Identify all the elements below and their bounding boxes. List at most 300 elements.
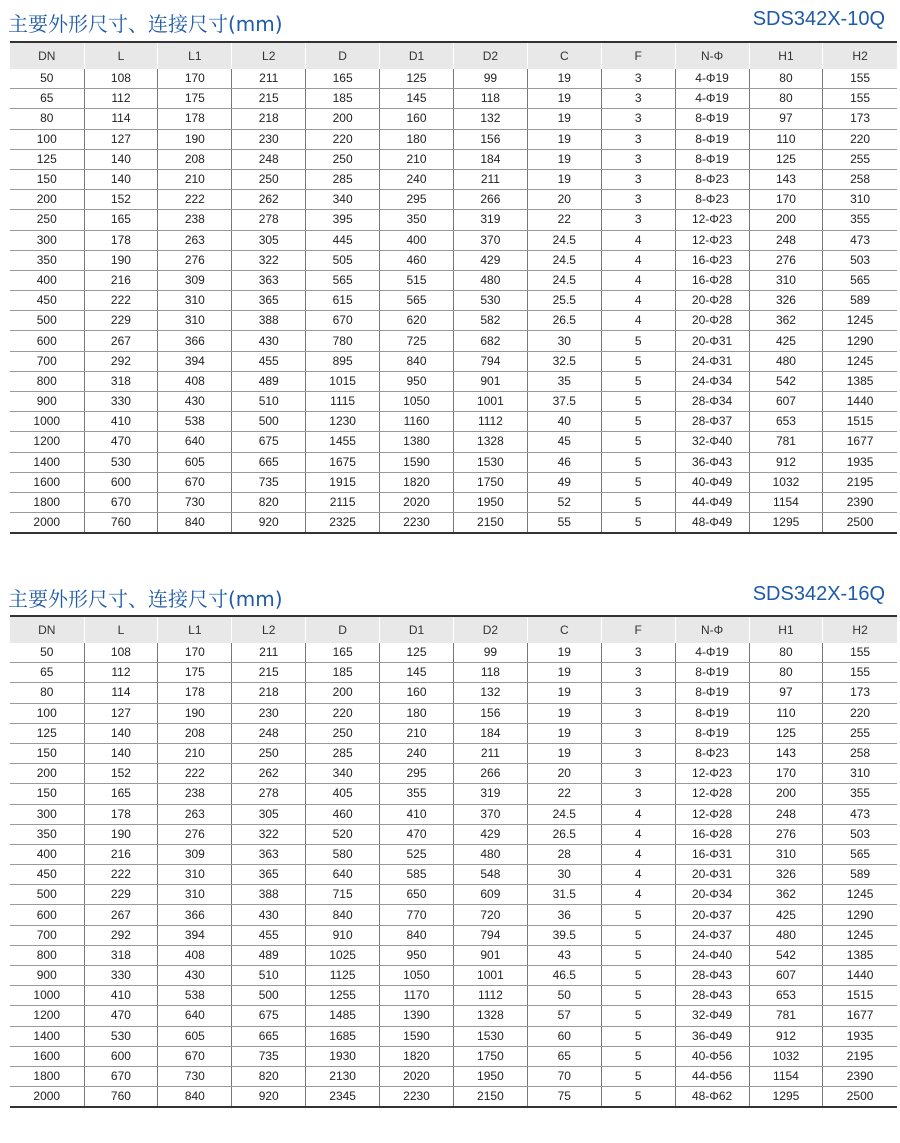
table-cell: 250 (232, 743, 306, 763)
table-cell: 24.5 (527, 270, 601, 290)
table-cell: 250 (10, 210, 84, 230)
table-cell: 99 (453, 643, 527, 663)
table-row (10, 683, 897, 703)
table-cell: 1290 (823, 905, 897, 925)
table-cell: 2150 (453, 1087, 527, 1108)
table-cell: 395 (306, 210, 380, 230)
table-cell: 410 (84, 986, 158, 1006)
table-cell: 46 (527, 452, 601, 472)
table-cell: 400 (10, 270, 84, 290)
table-cell: 653 (749, 986, 823, 1006)
table-cell: 1515 (823, 986, 897, 1006)
table-cell: 2115 (306, 492, 380, 512)
table-cell: 140 (84, 169, 158, 189)
table-cell: 1125 (306, 966, 380, 986)
table-cell: 2390 (823, 492, 897, 512)
table-cell: 318 (84, 945, 158, 965)
column-header: H1 (749, 42, 823, 69)
table-cell: 3 (601, 69, 675, 89)
table-cell: 1677 (823, 1006, 897, 1026)
table-cell: 340 (306, 764, 380, 784)
table-cell: 118 (453, 663, 527, 683)
table-cell: 276 (749, 824, 823, 844)
table-cell: 44-Φ49 (675, 492, 749, 512)
table-cell: 1590 (380, 452, 454, 472)
table-cell: 215 (232, 663, 306, 683)
table-cell: 430 (232, 331, 306, 351)
table-cell: 1001 (453, 392, 527, 412)
table-cell: 278 (232, 210, 306, 230)
section-title: 主要外形尺寸、连接尺寸(mm) (8, 587, 283, 611)
table-cell: 30 (527, 331, 601, 351)
table-cell: 125 (749, 149, 823, 169)
table-cell: 480 (453, 270, 527, 290)
table-cell: 4-Φ19 (675, 643, 749, 663)
table-cell: 310 (823, 764, 897, 784)
table-cell: 1750 (453, 1046, 527, 1066)
table-cell: 24-Φ34 (675, 371, 749, 391)
table-cell: 5 (601, 492, 675, 512)
table-cell: 394 (158, 925, 232, 945)
table-cell: 5 (601, 986, 675, 1006)
table-cell: 97 (749, 109, 823, 129)
table-cell: 8-Φ23 (675, 743, 749, 763)
table-cell: 473 (823, 804, 897, 824)
table-cell: 2500 (823, 1087, 897, 1108)
table-cell: 1295 (749, 1087, 823, 1108)
table-cell: 210 (380, 149, 454, 169)
table-cell: 538 (158, 412, 232, 432)
table-row (10, 513, 897, 534)
table-cell: 538 (158, 986, 232, 1006)
column-header: L (84, 616, 158, 643)
table-row (10, 291, 897, 311)
table-cell: 429 (453, 824, 527, 844)
table-cell: 200 (306, 683, 380, 703)
table-cell: 735 (232, 1046, 306, 1066)
table-cell: 730 (158, 492, 232, 512)
table-cell: 365 (232, 865, 306, 885)
table-cell: 49 (527, 472, 601, 492)
table-cell: 310 (158, 865, 232, 885)
table-cell: 1820 (380, 1046, 454, 1066)
table-cell: 210 (158, 169, 232, 189)
table-cell: 255 (823, 723, 897, 743)
table-cell: 220 (306, 703, 380, 723)
table-cell: 500 (10, 311, 84, 331)
table-cell: 460 (306, 804, 380, 824)
table-cell: 220 (823, 129, 897, 149)
table-cell: 276 (158, 250, 232, 270)
table-cell: 190 (84, 250, 158, 270)
table-cell: 5 (601, 351, 675, 371)
table-cell: 770 (380, 905, 454, 925)
table-cell: 500 (232, 986, 306, 1006)
table-cell: 530 (84, 1026, 158, 1046)
table-cell: 24-Φ31 (675, 351, 749, 371)
table-cell: 215 (232, 89, 306, 109)
table-cell: 150 (10, 743, 84, 763)
table-cell: 178 (84, 230, 158, 250)
table-cell: 295 (380, 190, 454, 210)
table-cell: 19 (527, 683, 601, 703)
table-row (10, 190, 897, 210)
table-cell: 607 (749, 392, 823, 412)
table-cell: 266 (453, 190, 527, 210)
table-cell: 292 (84, 925, 158, 945)
table-cell: 220 (306, 129, 380, 149)
table-cell: 950 (380, 371, 454, 391)
table-cell: 840 (306, 905, 380, 925)
table-cell: 1515 (823, 412, 897, 432)
table-cell: 800 (10, 945, 84, 965)
table-cell: 19 (527, 169, 601, 189)
table-cell: 1001 (453, 966, 527, 986)
table-cell: 670 (158, 1046, 232, 1066)
table-cell: 276 (749, 250, 823, 270)
table-cell: 1750 (453, 472, 527, 492)
table-cell: 310 (158, 885, 232, 905)
table-cell: 108 (84, 69, 158, 89)
table-cell: 12-Φ23 (675, 230, 749, 250)
table-cell: 1000 (10, 412, 84, 432)
table-cell: 900 (10, 966, 84, 986)
table-row (10, 804, 897, 824)
table-row (10, 966, 897, 986)
table-cell: 125 (380, 69, 454, 89)
table-cell: 229 (84, 311, 158, 331)
table-cell: 160 (380, 109, 454, 129)
table-cell: 230 (232, 703, 306, 723)
table-cell: 3 (601, 703, 675, 723)
table-cell: 52 (527, 492, 601, 512)
table-cell: 1328 (453, 432, 527, 452)
table-cell: 220 (823, 703, 897, 723)
table-cell: 143 (749, 169, 823, 189)
table-cell: 40-Φ56 (675, 1046, 749, 1066)
table-cell: 4 (601, 885, 675, 905)
column-header: DN (10, 42, 84, 69)
table-cell: 70 (527, 1066, 601, 1086)
table-cell: 489 (232, 371, 306, 391)
table-cell: 37.5 (527, 392, 601, 412)
table-cell: 309 (158, 270, 232, 290)
table-cell: 1245 (823, 311, 897, 331)
table-cell: 36-Φ43 (675, 452, 749, 472)
table-cell: 2500 (823, 513, 897, 534)
table-cell: 480 (749, 925, 823, 945)
table-cell: 50 (527, 986, 601, 1006)
table-cell: 515 (380, 270, 454, 290)
table-cell: 262 (232, 764, 306, 784)
table-cell: 565 (306, 270, 380, 290)
table-cell: 394 (158, 351, 232, 371)
table-cell: 5 (601, 371, 675, 391)
table-cell: 19 (527, 643, 601, 663)
table-cell: 350 (10, 250, 84, 270)
table-cell: 3 (601, 89, 675, 109)
table-cell: 362 (749, 311, 823, 331)
table-cell: 665 (232, 452, 306, 472)
table-cell: 50 (10, 643, 84, 663)
spec-section-10q (10, 8, 887, 534)
table-cell: 1385 (823, 371, 897, 391)
table-cell: 80 (749, 663, 823, 683)
table-cell: 1675 (306, 452, 380, 472)
table-cell: 57 (527, 1006, 601, 1026)
table-cell: 366 (158, 331, 232, 351)
table-cell: 840 (158, 1087, 232, 1108)
table-cell: 430 (232, 905, 306, 925)
table-cell: 24.5 (527, 250, 601, 270)
table-cell: 108 (84, 643, 158, 663)
table-cell: 640 (306, 865, 380, 885)
table-cell: 211 (232, 643, 306, 663)
table-cell: 19 (527, 663, 601, 683)
table-cell: 548 (453, 865, 527, 885)
column-header: D2 (453, 616, 527, 643)
table-cell: 520 (306, 824, 380, 844)
table-cell: 355 (823, 784, 897, 804)
table-cell: 340 (306, 190, 380, 210)
table-cell: 145 (380, 663, 454, 683)
column-header: L1 (158, 42, 232, 69)
table-cell: 620 (380, 311, 454, 331)
table-cell: 1820 (380, 472, 454, 492)
table-cell: 665 (232, 1026, 306, 1046)
table-cell: 28-Φ43 (675, 966, 749, 986)
column-header: H2 (823, 616, 897, 643)
table-row (10, 703, 897, 723)
table-cell: 4 (601, 311, 675, 331)
table-cell: 1032 (749, 472, 823, 492)
table-row (10, 89, 897, 109)
table-cell: 267 (84, 331, 158, 351)
column-header: F (601, 616, 675, 643)
table-cell: 5 (601, 472, 675, 492)
table-cell: 4-Φ19 (675, 89, 749, 109)
table-cell: 920 (232, 513, 306, 534)
table-cell: 100 (10, 129, 84, 149)
table-cell: 1154 (749, 1066, 823, 1086)
table-cell: 470 (84, 432, 158, 452)
table-cell: 605 (158, 452, 232, 472)
table-cell: 152 (84, 764, 158, 784)
table-cell: 210 (158, 743, 232, 763)
table-cell: 760 (84, 1087, 158, 1108)
table-cell: 75 (527, 1087, 601, 1108)
table-cell: 19 (527, 89, 601, 109)
table-cell: 607 (749, 966, 823, 986)
table-cell: 19 (527, 109, 601, 129)
table-cell: 267 (84, 905, 158, 925)
table-cell: 500 (10, 885, 84, 905)
column-header: C (527, 616, 601, 643)
model-number: SDS342X-16Q (752, 583, 885, 605)
table-row (10, 270, 897, 290)
table-cell: 28-Φ34 (675, 392, 749, 412)
table-cell: 155 (823, 69, 897, 89)
table-cell: 3 (601, 149, 675, 169)
table-cell: 8-Φ23 (675, 190, 749, 210)
table-cell: 1600 (10, 1046, 84, 1066)
table-cell: 110 (749, 129, 823, 149)
table-cell: 700 (10, 351, 84, 371)
table-cell: 2230 (380, 513, 454, 534)
table-cell: 920 (232, 1087, 306, 1108)
table-row (10, 311, 897, 331)
table-cell: 208 (158, 723, 232, 743)
table-cell: 542 (749, 945, 823, 965)
table-cell: 319 (453, 784, 527, 804)
table-cell: 565 (380, 291, 454, 311)
table-cell: 210 (380, 723, 454, 743)
table-row (10, 392, 897, 412)
table-cell: 350 (10, 824, 84, 844)
table-cell: 500 (232, 412, 306, 432)
table-cell: 3 (601, 784, 675, 804)
table-cell: 322 (232, 824, 306, 844)
table-cell: 80 (749, 89, 823, 109)
table-cell: 1400 (10, 452, 84, 472)
table-cell: 200 (749, 210, 823, 230)
table-cell: 19 (527, 129, 601, 149)
table-cell: 901 (453, 945, 527, 965)
table-cell: 26.5 (527, 824, 601, 844)
table-cell: 258 (823, 743, 897, 763)
table-cell: 173 (823, 109, 897, 129)
table-cell: 292 (84, 351, 158, 371)
table-cell: 165 (84, 210, 158, 230)
table-row (10, 1066, 897, 1086)
table-cell: 216 (84, 844, 158, 864)
table-cell: 127 (84, 129, 158, 149)
table-cell: 19 (527, 743, 601, 763)
table-cell: 450 (10, 865, 84, 885)
table-cell: 565 (823, 270, 897, 290)
table-row (10, 452, 897, 472)
table-cell: 1032 (749, 1046, 823, 1066)
table-cell: 165 (306, 643, 380, 663)
table-cell: 218 (232, 683, 306, 703)
table-cell: 300 (10, 230, 84, 250)
table-cell: 2000 (10, 513, 84, 534)
table-cell: 248 (232, 723, 306, 743)
table-row (10, 69, 897, 89)
table-cell: 5 (601, 905, 675, 925)
table-cell: 250 (306, 723, 380, 743)
table-cell: 60 (527, 1026, 601, 1046)
table-cell: 26.5 (527, 311, 601, 331)
table-cell: 820 (232, 1066, 306, 1086)
table-cell: 950 (380, 945, 454, 965)
table-cell: 330 (84, 392, 158, 412)
table-cell: 125 (10, 149, 84, 169)
table-cell: 700 (10, 925, 84, 945)
table-cell: 310 (158, 311, 232, 331)
table-cell: 3 (601, 764, 675, 784)
table-cell: 388 (232, 311, 306, 331)
table-cell: 653 (749, 412, 823, 432)
table-cell: 5 (601, 452, 675, 472)
table-cell: 781 (749, 432, 823, 452)
table-cell: 240 (380, 743, 454, 763)
table-cell: 20-Φ31 (675, 865, 749, 885)
table-row (10, 784, 897, 804)
table-cell: 190 (158, 703, 232, 723)
table-cell: 222 (158, 764, 232, 784)
table-cell: 46.5 (527, 966, 601, 986)
table-row (10, 986, 897, 1006)
table-cell: 36-Φ49 (675, 1026, 749, 1046)
table-cell: 44-Φ56 (675, 1066, 749, 1086)
table-row (10, 1087, 897, 1108)
table-cell: 1485 (306, 1006, 380, 1026)
table-cell: 184 (453, 723, 527, 743)
table-cell: 112 (84, 89, 158, 109)
table-cell: 1255 (306, 986, 380, 1006)
column-header: D1 (380, 616, 454, 643)
table-cell: 43 (527, 945, 601, 965)
table-cell: 20-Φ28 (675, 291, 749, 311)
table-cell: 1930 (306, 1046, 380, 1066)
table-cell: 530 (453, 291, 527, 311)
table-row (10, 129, 897, 149)
table-cell: 585 (380, 865, 454, 885)
table-cell: 840 (158, 513, 232, 534)
table-cell: 48-Φ49 (675, 513, 749, 534)
table-cell: 8-Φ19 (675, 683, 749, 703)
table-cell: 8-Φ19 (675, 109, 749, 129)
table-cell: 675 (232, 1006, 306, 1026)
column-header: L2 (232, 616, 306, 643)
table-cell: 1590 (380, 1026, 454, 1046)
table-cell: 1950 (453, 1066, 527, 1086)
table-cell: 310 (749, 270, 823, 290)
model-number: SDS342X-10Q (752, 8, 885, 30)
table-cell: 425 (749, 905, 823, 925)
table-cell: 410 (380, 804, 454, 824)
table-cell: 670 (84, 492, 158, 512)
table-cell: 489 (232, 945, 306, 965)
table-cell: 65 (10, 89, 84, 109)
table-cell: 143 (749, 743, 823, 763)
table-cell: 175 (158, 663, 232, 683)
table-cell: 720 (453, 905, 527, 925)
table-cell: 460 (380, 250, 454, 270)
table-cell: 28 (527, 844, 601, 864)
table-cell: 470 (380, 824, 454, 844)
table-cell: 530 (84, 452, 158, 472)
table-cell: 365 (232, 291, 306, 311)
table-cell: 156 (453, 129, 527, 149)
table-cell: 4 (601, 865, 675, 885)
table-cell: 1245 (823, 885, 897, 905)
table-cell: 150 (10, 169, 84, 189)
table-cell: 640 (158, 432, 232, 452)
table-row (10, 371, 897, 391)
table-row (10, 1026, 897, 1046)
table-cell: 127 (84, 703, 158, 723)
table-cell: 1530 (453, 452, 527, 472)
table-cell: 28-Φ43 (675, 986, 749, 1006)
table-cell: 16-Φ28 (675, 824, 749, 844)
table-cell: 155 (823, 663, 897, 683)
table-cell: 8-Φ19 (675, 663, 749, 683)
table-cell: 8-Φ19 (675, 129, 749, 149)
table-cell: 170 (749, 764, 823, 784)
table-cell: 326 (749, 291, 823, 311)
